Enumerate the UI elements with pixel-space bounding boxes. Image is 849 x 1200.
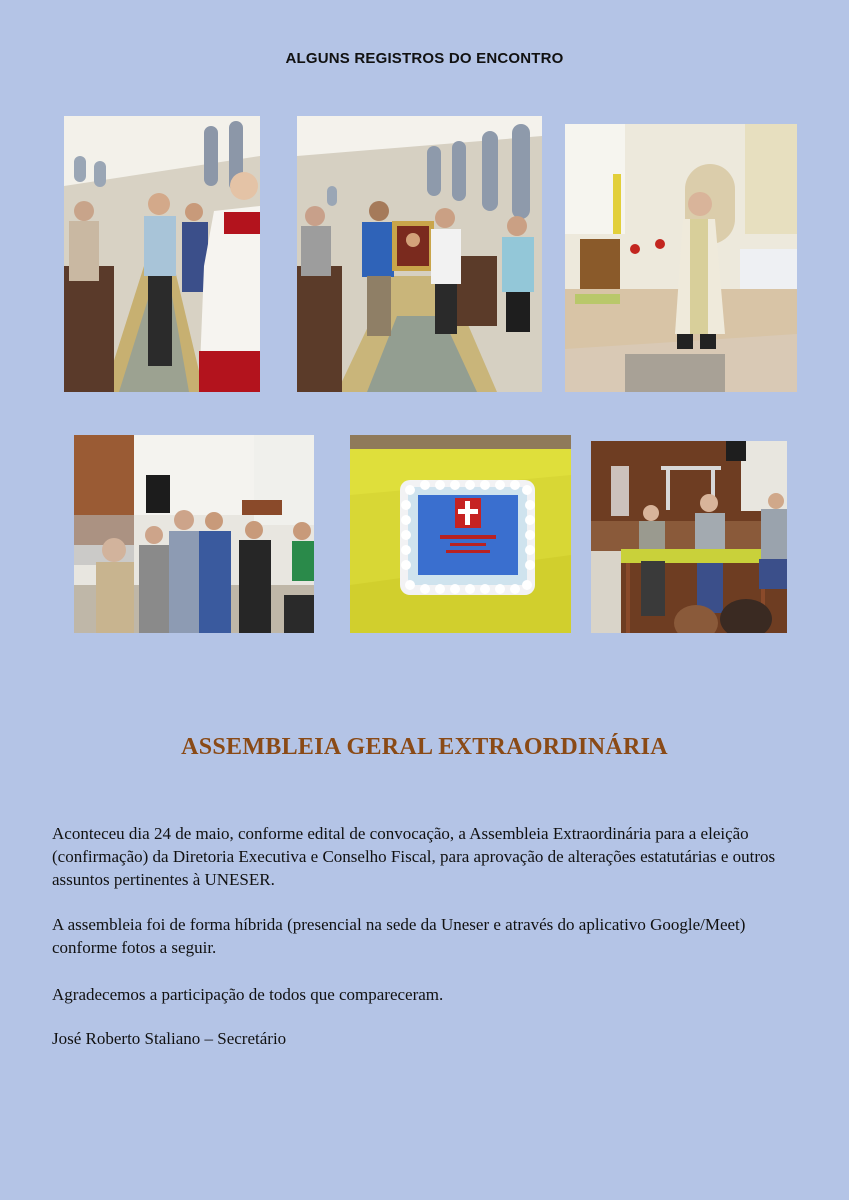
assembly-title: ASSEMBLEIA GERAL EXTRAORDINÁRIA xyxy=(181,734,668,760)
photo-church-procession-altar-server xyxy=(64,116,260,392)
photo-assembly-head-table xyxy=(591,441,787,633)
photo-commemorative-cake xyxy=(350,435,571,633)
photo-church-procession-icon xyxy=(297,116,542,392)
signature: José Roberto Staliano – Secretário xyxy=(52,1029,287,1048)
section-header: ALGUNS REGISTROS DO ENCONTRO xyxy=(285,50,564,67)
photo-priest-speaking-altar xyxy=(565,124,797,392)
assembly-paragraph-1: Aconteceu dia 24 de maio, conforme edital de convocação, a Assembleia Extraordinária para a eleição (confirmação) da Diretoria Executiva e Conselho Fiscal, para aprovação de alterações estatutárias e outros assuntos pertinentes à UNESER. xyxy=(52,824,776,889)
photo-hall-members-standing xyxy=(74,435,314,633)
assembly-paragraph-2: A assembleia foi de forma híbrida (presencial na sede da Uneser e através do aplicativo Google/Meet) conforme fotos a seguir. xyxy=(52,915,746,957)
assembly-paragraph-3: Agradecemos a participação de todos que compareceram. xyxy=(52,985,444,1004)
